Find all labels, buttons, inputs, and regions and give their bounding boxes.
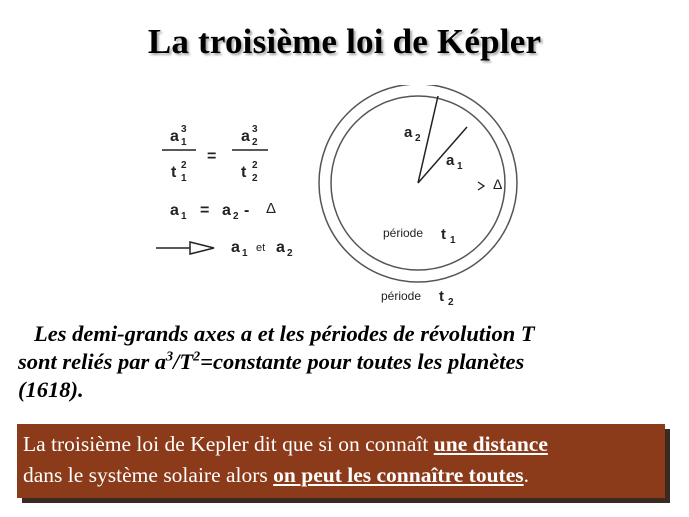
law-exponent-2: 2 bbox=[193, 349, 201, 365]
callout-line-1-text: La troisième loi de Kepler dit que si on connaît bbox=[23, 432, 434, 456]
callout-line-2-text: dans le système solaire alors bbox=[23, 463, 274, 487]
eq3-et: et bbox=[256, 242, 266, 254]
eq1-a2: a bbox=[241, 128, 250, 145]
law-line-2-pre: sont reliés par a bbox=[18, 349, 167, 374]
eq1-t1: t bbox=[171, 164, 177, 181]
label-delta: Δ bbox=[493, 176, 503, 192]
callout-line-2-end: . bbox=[523, 463, 529, 487]
eq1-a1: a bbox=[170, 128, 179, 145]
eq1-a1-sup: 3 bbox=[181, 124, 187, 135]
callout-emphasis-all: on peut les connaître toutes bbox=[273, 463, 524, 487]
law-line-2-mid: /T bbox=[173, 349, 194, 374]
equation-difference bbox=[170, 200, 276, 222]
label-a1: a bbox=[446, 152, 455, 169]
eq2-a1: a bbox=[170, 202, 179, 219]
inner-period-label: période bbox=[383, 226, 424, 240]
eq1-t2-sub: 2 bbox=[252, 173, 258, 184]
eq2-a1-sub: 1 bbox=[181, 211, 187, 222]
law-exponent-3: 3 bbox=[166, 349, 174, 365]
outer-t-sub: 2 bbox=[448, 297, 454, 308]
law-line-3: (1618). bbox=[18, 377, 84, 402]
law-line-2-post: =constante pour toutes les planètes bbox=[200, 349, 525, 374]
callout-line-2 bbox=[23, 460, 657, 491]
law-line-2 bbox=[18, 348, 668, 376]
label-a2: a bbox=[404, 124, 413, 141]
callout-line-1 bbox=[23, 429, 657, 460]
eq3-a2: a bbox=[276, 239, 285, 256]
outer-orbit bbox=[319, 85, 517, 282]
arrow-head-icon bbox=[190, 242, 214, 254]
delta-marker-icon bbox=[478, 182, 484, 190]
outer-period-label: période bbox=[381, 289, 422, 303]
eq1-t2: t bbox=[241, 164, 247, 181]
eq2-a2: a bbox=[222, 202, 231, 219]
eq2-equals: = bbox=[200, 202, 210, 219]
orbit-diagram bbox=[319, 85, 517, 308]
eq1-t1-sub: 1 bbox=[181, 173, 187, 184]
eq1-a2-sub: 2 bbox=[252, 137, 258, 148]
label-a2-sub: 2 bbox=[415, 133, 421, 144]
radius-a2-line bbox=[418, 96, 438, 183]
kepler-diagram bbox=[140, 85, 550, 310]
eq1-a1-sub: 1 bbox=[181, 137, 187, 148]
eq3-a1: a bbox=[231, 239, 240, 256]
equation-ratio bbox=[162, 124, 268, 184]
outer-t: t bbox=[439, 288, 444, 305]
eq1-t1-sup: 2 bbox=[181, 160, 187, 171]
radius-a1-line bbox=[418, 127, 467, 183]
callout-box bbox=[17, 424, 665, 498]
inner-t-sub: 1 bbox=[450, 235, 456, 246]
law-line-1: Les demi-grands axes a et les périodes de révolution T bbox=[34, 321, 535, 346]
callout-emphasis-distance: une distance bbox=[433, 432, 548, 456]
equation-arrow bbox=[156, 239, 293, 259]
eq2-a2-sub: 2 bbox=[233, 211, 239, 222]
eq3-a2-sub: 2 bbox=[287, 248, 293, 259]
eq2-minus: - bbox=[244, 202, 250, 219]
eq3-a1-sub: 1 bbox=[242, 248, 248, 259]
slide-title: La troisième loi de Képler bbox=[147, 22, 542, 61]
inner-t: t bbox=[441, 226, 446, 243]
label-a1-sub: 1 bbox=[457, 161, 463, 172]
eq1-t2-sup: 2 bbox=[252, 160, 258, 171]
eq2-delta: Δ bbox=[266, 200, 277, 217]
kepler-figure bbox=[140, 85, 550, 310]
law-statement bbox=[18, 320, 668, 404]
eq1-equals: = bbox=[207, 148, 217, 165]
eq1-a2-sup: 3 bbox=[252, 124, 258, 135]
